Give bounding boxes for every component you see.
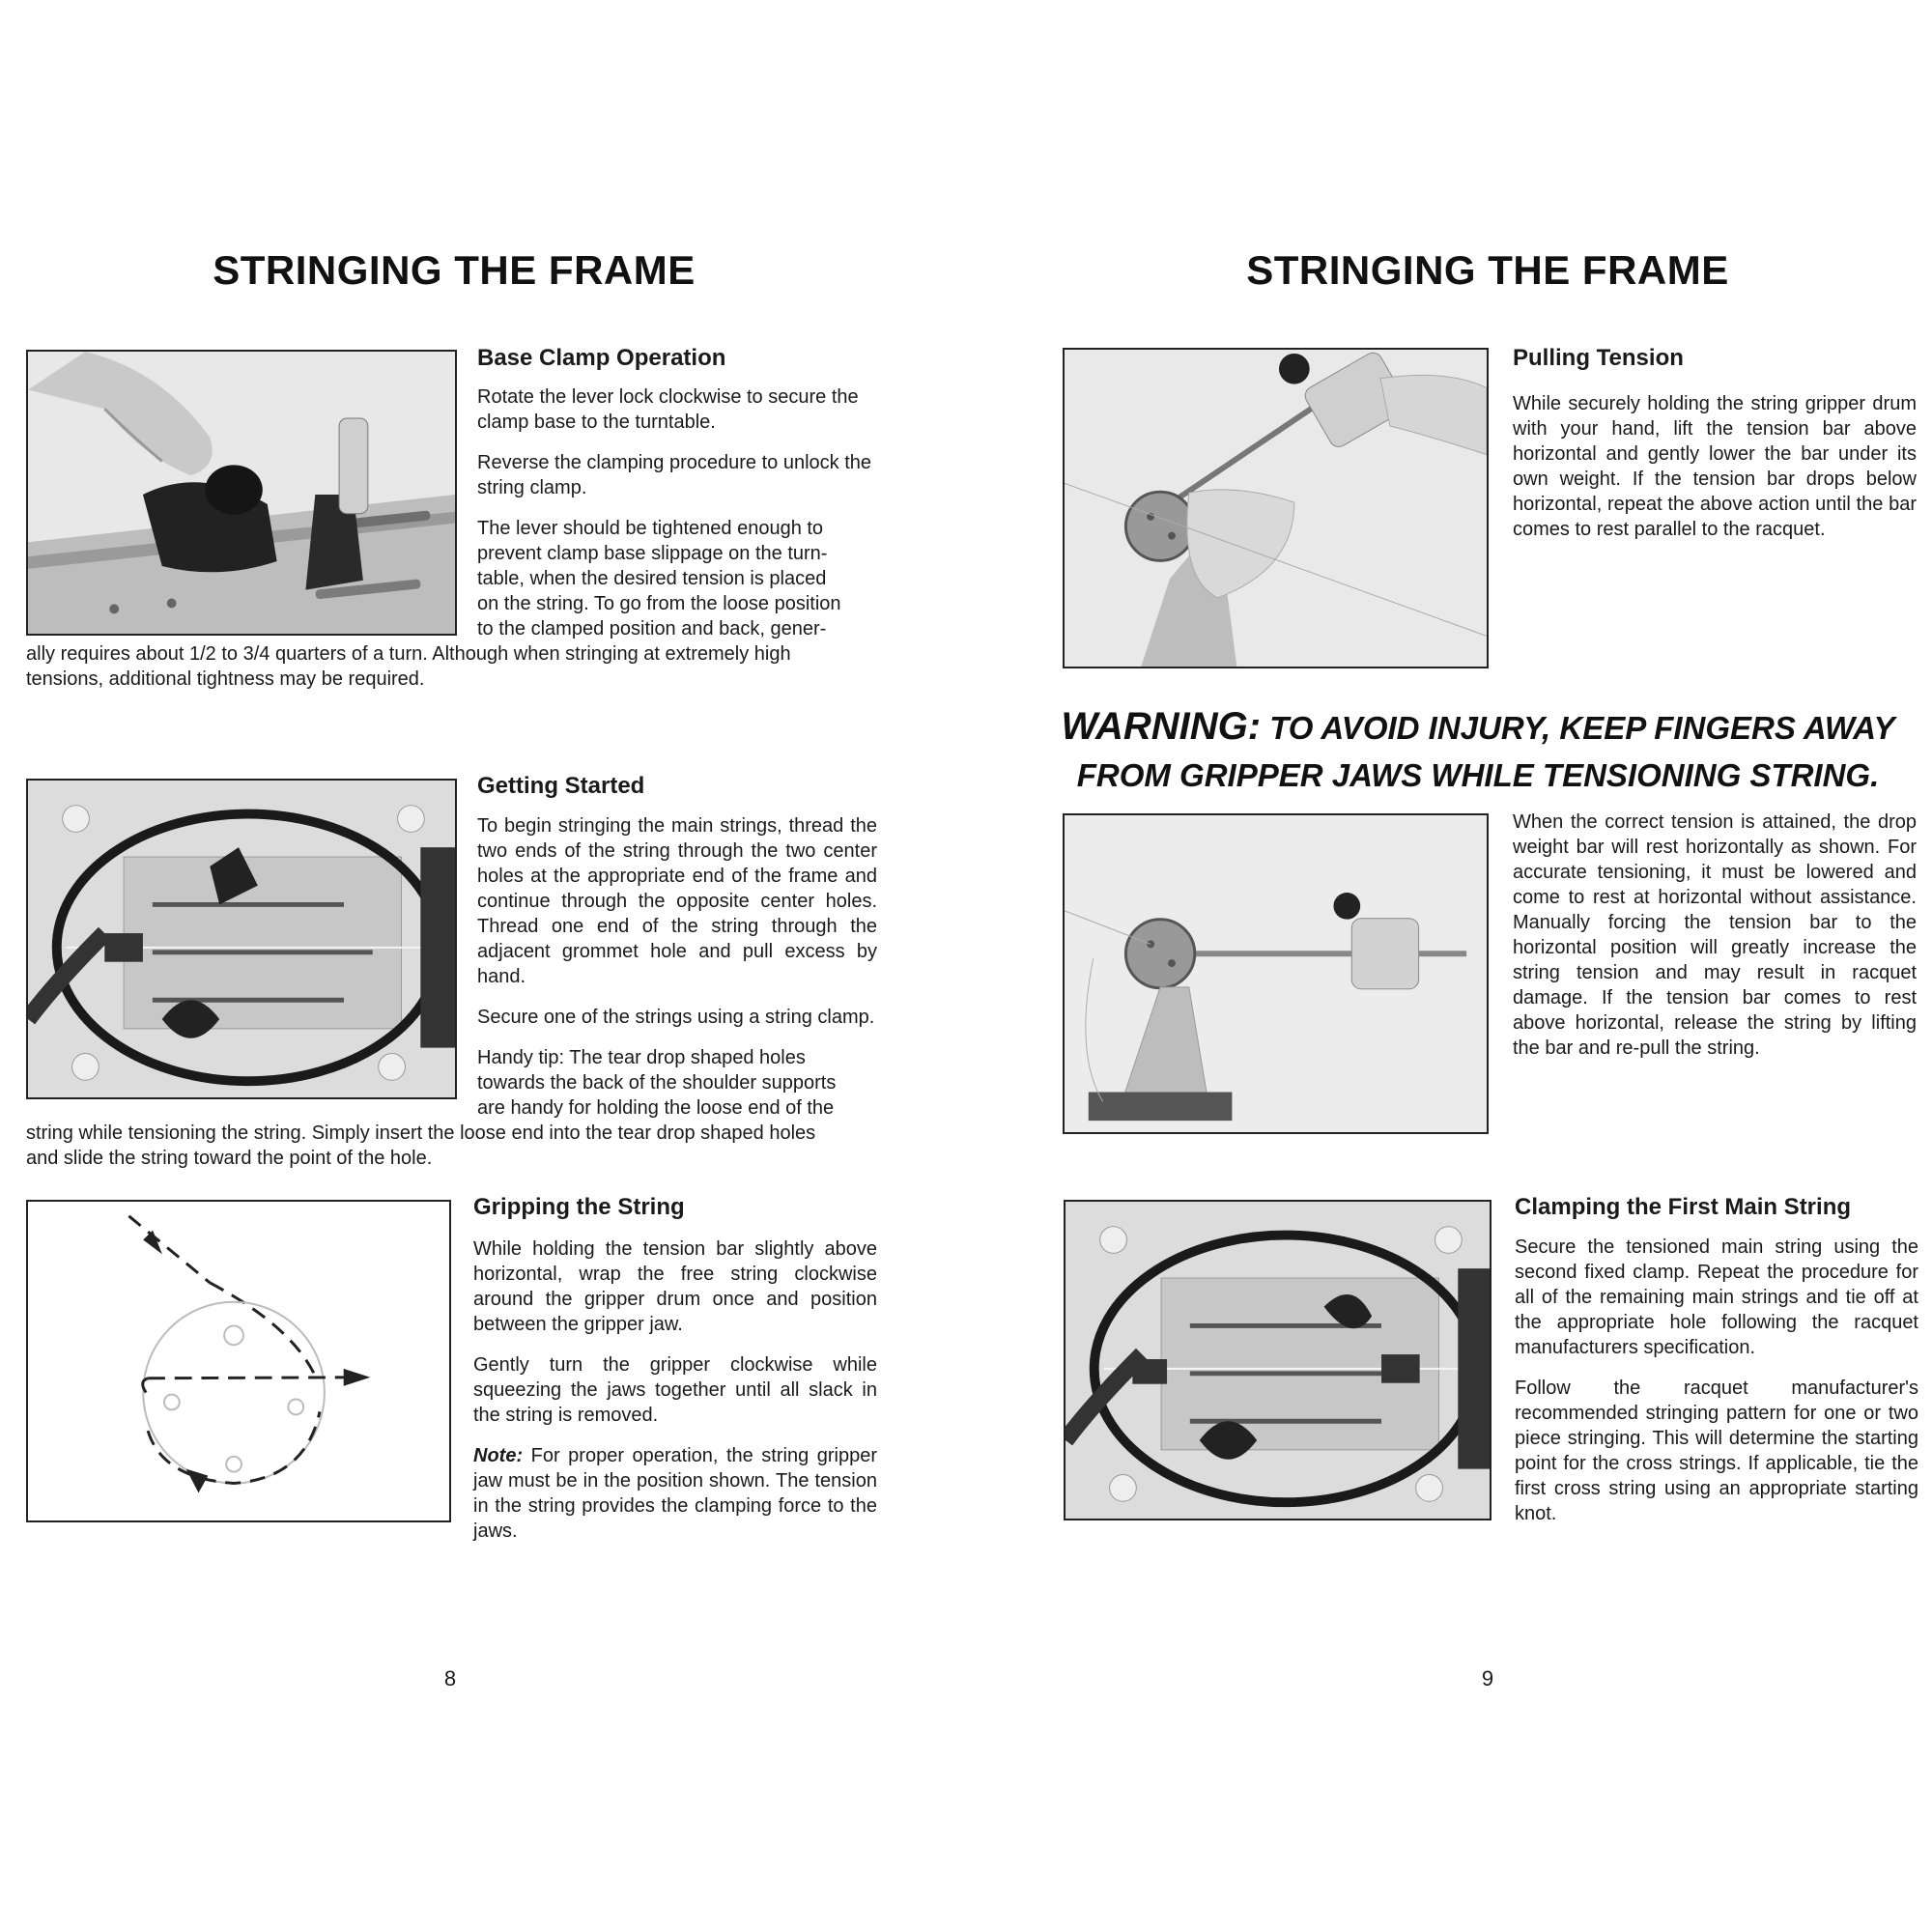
left-page-number: 8 <box>443 1666 457 1690</box>
pulling-tension-photo <box>1063 348 1489 668</box>
tension-attained-photo <box>1063 813 1489 1134</box>
getting-started-p2: Secure one of the strings using a string clamp. <box>477 1007 875 1028</box>
getting-started-p1: To begin stringing the main strings, thread the two ends of the string through the two center holes at the appropriate end of the frame and continue through the opposite center holes. Thread one end of the string through the adjacent grommet hole and pull excess by hand. <box>477 815 877 987</box>
clamping-text <box>1515 1235 1918 1542</box>
getting-started-photo <box>26 779 457 1099</box>
gripping-p2: Gently turn the gripper clockwise while squeezing the jaws together until all slack in the string is removed. <box>473 1354 877 1426</box>
base-clamp-p3-line: The lever should be tightened enough to <box>477 518 824 539</box>
tension-attained-p1: When the correct tension is attained, the drop weight bar will rest horizontally as shown. For accurate tensioning, it must be lowered and come to rest at horizontal without assistance. Manually forcing the tension bar to the horizontal position will greatly increase the string tension and may result in racquet damage. If the tension bar comes to rest above horizontal, release the string by lifting the bar and re-pull the string. <box>1513 811 1917 1059</box>
getting-started-heading: Getting Started <box>477 773 645 799</box>
base-clamp-p3-line: prevent clamp base slippage on the turn- <box>477 543 828 564</box>
warning-label: WARNING: <box>1061 705 1262 748</box>
base-clamp-text <box>477 384 881 641</box>
pulling-heading: Pulling Tension <box>1513 345 1684 371</box>
gripping-note-text: For proper operation, the string gripper jaw must be in the position shown. The tension in the string provides the clamping force to the jaws. <box>473 1445 877 1542</box>
clamping-p2: Follow the racquet manufacturer's recommended stringing pattern for one or two piece stringing. This will determine the starting point for the cross strings. If applicable, tie the first cross string using an appropriate starting knot. <box>1515 1378 1918 1524</box>
clamping-photo <box>1064 1200 1492 1520</box>
getting-started-p3-line: are handy for holding the loose end of the <box>477 1097 835 1119</box>
gripping-note <box>473 1443 877 1544</box>
base-clamp-p3-line: table, when the desired tension is placed <box>477 568 827 589</box>
gripping-p1: While holding the tension bar slightly above horizontal, wrap the free string clockwise around the gripper drum once and position between the gripper jaw. <box>473 1238 877 1335</box>
base-clamp-wide-line: ally requires about 1/2 to 3/4 quarters of a turn. Although when stringing at extremely high <box>26 643 791 665</box>
right-page-title: STRINGING THE FRAME <box>1246 247 1729 293</box>
gripping-note-label: Note: <box>473 1445 524 1466</box>
getting-started-wide-text <box>26 1121 886 1171</box>
pulling-text <box>1513 391 1917 557</box>
base-clamp-p1: Rotate the lever lock clockwise to secure the clamp base to the turntable. <box>477 386 859 433</box>
base-clamp-wide-line: tensions, additional tightness may be required. <box>26 668 425 690</box>
getting-started-p3-line: towards the back of the shoulder supports <box>477 1072 837 1094</box>
warning-banner <box>1043 705 1913 795</box>
base-clamp-p3-line: to the clamped position and back, gener- <box>477 618 827 639</box>
base-clamp-photo <box>26 350 457 636</box>
getting-started-wide-line: string while tensioning the string. Simply insert the loose end into the tear drop shaped holes <box>26 1122 816 1144</box>
tension-attained-text <box>1513 810 1917 1076</box>
gripper-diagram <box>26 1200 451 1522</box>
getting-started-wide-line: and slide the string toward the point of the hole. <box>26 1148 433 1169</box>
right-page-number: 9 <box>1481 1666 1494 1690</box>
base-clamp-heading: Base Clamp Operation <box>477 345 726 371</box>
base-clamp-wide-text <box>26 641 886 692</box>
gripping-text <box>473 1236 877 1559</box>
clamping-p1: Secure the tensioned main string using the second fixed clamp. Repeat the procedure for all of the remaining main strings and tie off at the appropriate hole following the racquet manufacturers specification. <box>1515 1236 1918 1358</box>
warning-line2: FROM GRIPPER JAWS WHILE TENSIONING STRING. <box>1076 757 1880 793</box>
gripping-heading: Gripping the String <box>473 1194 685 1220</box>
getting-started-text <box>477 813 877 1121</box>
getting-started-p3-line: Handy tip: The tear drop shaped holes <box>477 1047 806 1068</box>
base-clamp-p3-line: on the string. To go from the loose position <box>477 593 841 614</box>
left-page-title: STRINGING THE FRAME <box>213 247 696 293</box>
warning-line1: TO AVOID INJURY, KEEP FINGERS AWAY <box>1261 710 1895 746</box>
pulling-p1: While securely holding the string gripper drum with your hand, lift the tension bar above horizontal and gently lower the bar under its own weight. If the tension bar drops below horizontal, repeat the above action until the bar comes to rest parallel to the racquet. <box>1513 393 1917 540</box>
base-clamp-p2: Reverse the clamping procedure to unlock the string clamp. <box>477 452 872 498</box>
clamping-heading: Clamping the First Main String <box>1515 1194 1852 1220</box>
